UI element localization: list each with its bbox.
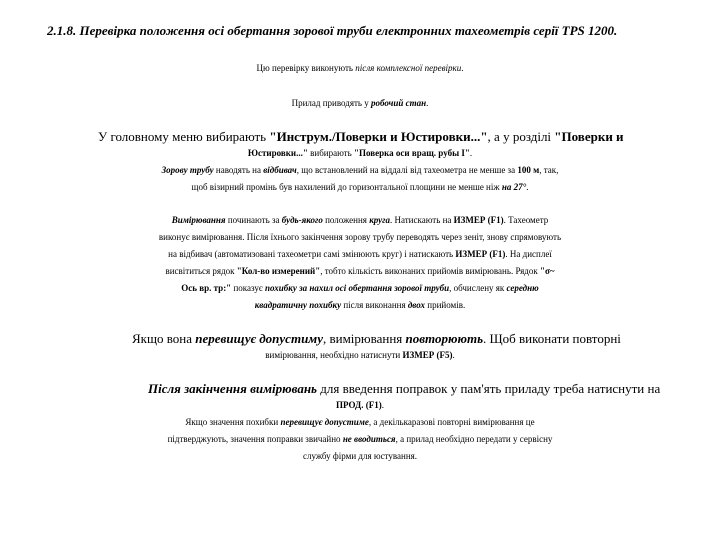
repeat-par-line-1: Якщо вона перевищує допустиму, вимірювання повторюють. Щоб виконати повторні <box>132 331 621 346</box>
final-par-line-2: ПРОД. (F1). <box>336 400 384 410</box>
final-par-line-3: Якщо значення похибки перевищує допустиме, а декількаразові повторні вимірювання це <box>185 417 535 427</box>
intro-line-1: Цю перевірку виконують після комплексної перевірки. <box>256 63 464 73</box>
section-heading: 2.1.8. Перевірка положення осі обертання зорової труби електронних тахеометрів серії TPS 1200. <box>47 23 618 38</box>
menu-par-line-1: У головному меню вибирають "Инструм./Поверки и Юстировки...", а у розділі "Поверки и <box>98 129 624 144</box>
final-par-line-1: Після закінчення вимірювань для введення поправок у пам'ять приладу треба натиснути на <box>148 381 661 396</box>
measure-par-line-5: Ось вр. тр:" показує похибку за нахил осі обертання зорової труби, обчислену як середню <box>181 283 539 293</box>
measure-par-line-1: Вимірювання починають за будь-якого положення круга. Натискають на ИЗМЕР (F1). Тахеометр <box>171 215 549 225</box>
menu-par-line-2: Юстировки..." вибирають "Поверка оси вращ. рубы I". <box>247 148 473 158</box>
menu-par-line-3: Зорову трубу наводять на відбивач, що встановлений на віддалі від тахеометра не менше за 100 м, так, <box>161 165 559 175</box>
measure-par-line-4: висвітиться рядок "Кол-во измерений", тобто кількість виконаних прийомів вимірювань. Рядок "σ~ <box>165 266 555 276</box>
intro-line-2: Прилад приводять у робочий стан. <box>291 98 429 108</box>
final-par-line-5: службу фірми для юстування. <box>302 451 418 461</box>
menu-par-line-4: щоб візирний промінь був нахилений до горизонтальної площини не менше ніж на 27°. <box>191 182 529 192</box>
measure-par-line-3: на відбивач (автоматизовані тахеометри самі змінюють круг) і натискають ИЗМЕР (F1). На дисплеї <box>168 249 552 259</box>
final-par-line-4: підтверджують, значення поправки звичайно не вводиться, а прилад необхідно передати у сервісну <box>167 434 553 444</box>
measure-par-line-2: виконує вимірювання. Після їхнього закінчення зорову трубу переводять через зеніт, знову спрямовують <box>158 232 562 242</box>
measure-par-line-6: квадратичну похибку після виконання двох прийомів. <box>254 300 466 310</box>
repeat-par-line-2: вимірювання, необхідно натиснути ИЗМЕР (F5). <box>265 350 455 360</box>
